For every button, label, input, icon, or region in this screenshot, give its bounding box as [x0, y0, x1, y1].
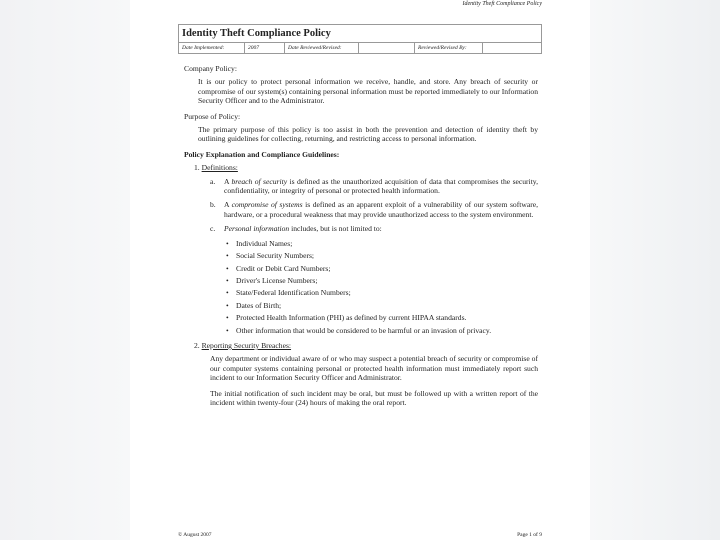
definition-a-term: breach of security	[231, 176, 288, 186]
definition-c-text: includes, but is not limited to:	[291, 224, 382, 234]
definition-b	[210, 200, 538, 219]
date-implemented-label: Date Implemented:	[179, 43, 245, 53]
list-item: • Other information that would be considered to be harmful or an invasion of privacy.	[226, 326, 538, 335]
guidelines-heading: Policy Explanation and Compliance Guidelines:	[184, 149, 340, 159]
purpose-text: The primary purpose of this policy is too assist in both the prevention and detection of identity theft by outlining guidelines for collecting, returning, and restricting access to personal information.	[198, 125, 538, 144]
definition-a-pre: A	[224, 176, 230, 186]
running-header: Identity Theft Compliance Policy	[462, 1, 542, 7]
reviewed-by-value	[483, 43, 541, 53]
list-item: • Protected Health Information (PHI) as defined by current HIPAA standards.	[226, 313, 538, 322]
date-reviewed-label: Date Reviewed/Revised:	[285, 43, 359, 53]
definition-b-text: is defined as an apparent exploit of a vulnerability of our system software, hardware, or a procedural weakness that may provide unauthorized access to the system environment.	[224, 200, 538, 219]
definition-c-label: c.	[210, 224, 216, 234]
title-table	[178, 24, 542, 54]
purpose-heading: Purpose of Policy:	[184, 111, 241, 121]
definition-c-term: Personal information	[224, 224, 290, 234]
reporting-heading	[194, 341, 538, 350]
reviewed-by-label: Reviewed/Revised By:	[415, 43, 483, 53]
policy-body	[184, 64, 538, 413]
list-item: • Credit or Debit Card Numbers;	[226, 264, 538, 273]
document-page	[130, 0, 590, 540]
definition-a-text: is defined as the unauthorized acquisition of data that compromises the security, confidentiality, or integrity of personal or protected health information.	[224, 176, 539, 196]
definitions-heading	[194, 163, 538, 172]
company-policy-text: It is our policy to protect personal information we receive, handle, and store. Any breach of security or compromise of our system(s) containing personal information must be reported immediately to our Information Security Officer and to the Administrator.	[198, 77, 538, 106]
list-item: • Driver's License Numbers;	[226, 276, 538, 285]
footer-copyright: © August 2007	[178, 532, 212, 538]
date-implemented-value: 2007	[245, 43, 285, 53]
policy-title: Identity Theft Compliance Policy	[179, 25, 541, 43]
definition-b-term: compromise of systems	[231, 200, 303, 210]
definition-b-label: b.	[210, 200, 216, 210]
reporting-title: Reporting Security Breaches:	[201, 340, 292, 350]
list-item: • Individual Names;	[226, 239, 538, 248]
list-item: • Social Security Numbers;	[226, 251, 538, 260]
definitions-number: 1.	[194, 163, 200, 173]
list-item: • State/Federal Identification Numbers;	[226, 288, 538, 297]
reporting-para-1: Any department or individual aware of or who may suspect a potential breach of security or compromise of our computer systems containing personal or protected health information must immediately report such incident to our Information Security Officer and Administrator.	[210, 354, 538, 383]
reporting-para-2: The initial notification of such incident may be oral, but must be followed up with a written report of the incident within twenty-four (24) hours of making the oral report.	[210, 388, 538, 407]
definitions-title: Definitions:	[201, 163, 238, 173]
reporting-number: 2.	[194, 340, 200, 350]
definition-c	[210, 224, 538, 233]
personal-info-list	[226, 239, 538, 335]
definition-b-pre: A	[224, 200, 230, 210]
company-policy-heading: Company Policy:	[184, 64, 237, 73]
definition-a	[210, 177, 538, 196]
date-reviewed-value	[359, 43, 415, 53]
list-item: • Dates of Birth;	[226, 301, 538, 310]
meta-row	[179, 43, 541, 53]
definition-a-label: a.	[210, 176, 216, 186]
page-footer	[178, 532, 542, 538]
footer-page-number: Page 1 of 9	[517, 532, 542, 538]
